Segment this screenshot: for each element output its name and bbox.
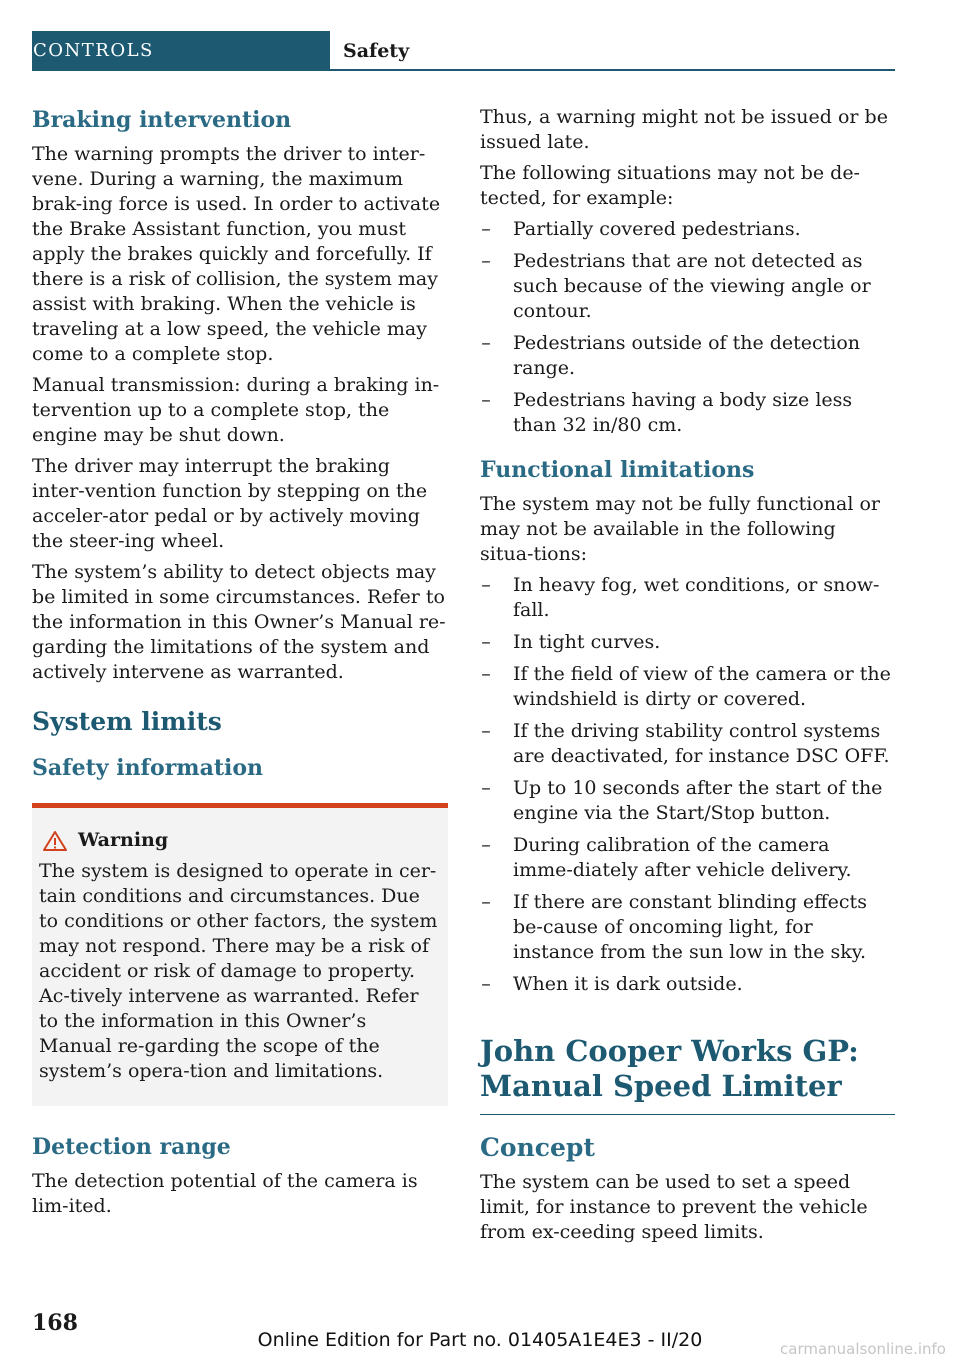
right-column <box>480 105 895 1251</box>
functional-limitations-list <box>480 573 895 997</box>
braking-paragraph-4: The system’s ability to detect objects may be limited in some circumstances. Refer to the information in this Owner’s Manual re-garding the limitations of the system and actively intervene as warranted. <box>32 561 446 683</box>
dash-marker: – <box>481 973 491 995</box>
detection-range-heading: Detection range <box>32 1134 231 1160</box>
braking-intervention-heading: Braking intervention <box>32 107 292 133</box>
dash-marker: – <box>481 631 491 653</box>
detection-range-text: The detection potential of the camera is lim-ited. <box>32 1170 418 1217</box>
functional-limitations-text: The system may not be fully functional or may not be available in the following situa-tions: <box>480 493 880 565</box>
page-title: Safety <box>343 40 410 62</box>
jcw-heading-line-1: John Cooper Works GP: <box>480 1034 859 1068</box>
right-paragraph-2: The following situations may not be de-tected, for example: <box>480 162 860 209</box>
list-item: – Partially covered pedestrians. <box>481 218 801 240</box>
warning-triangle-icon <box>42 830 68 852</box>
watermark: carmanualsonline.info <box>780 1340 946 1358</box>
braking-paragraph-3: The driver may interrupt the braking inter-vention function by stepping on the acceler-ator pedal or by actively moving the steer-ing wheel. <box>32 455 428 552</box>
list-item: – Pedestrians that are not detected as such because of the viewing angle or contour. <box>481 250 871 322</box>
warning-title: Warning <box>78 829 169 851</box>
list-item: – If there are constant blinding effects be-cause of oncoming light, for instance from the sun low in the sky. <box>481 891 867 963</box>
list-item: – Pedestrians outside of the detection range. <box>481 332 861 379</box>
system-limits-heading: System limits <box>32 707 222 736</box>
list-item: – During calibration of the camera imme-diately after vehicle delivery. <box>481 834 852 881</box>
dash-marker: – <box>481 891 491 913</box>
left-column <box>32 105 448 1225</box>
list-item: – In tight curves. <box>481 631 661 653</box>
dash-marker: – <box>481 720 491 742</box>
list-item: – Up to 10 seconds after the start of the engine via the Start/Stop button. <box>481 777 883 824</box>
header-rule <box>330 69 895 71</box>
list-item: – In heavy fog, wet conditions, or snow-fall. <box>481 574 880 621</box>
dash-marker: – <box>481 834 491 856</box>
list-item: – If the driving stability control systems are deactivated, for instance DSC OFF. <box>481 720 890 767</box>
concept-heading: Concept <box>480 1133 595 1162</box>
section-label: CONTROLS <box>32 31 330 71</box>
list-item: – When it is dark outside. <box>481 973 743 995</box>
functional-limitations-heading: Functional limitations <box>480 457 755 483</box>
concept-text: The system can be used to set a speed limit, for instance to prevent the vehicle from ex-ceeding speed limits. <box>480 1171 868 1243</box>
page-header <box>32 31 895 71</box>
undetected-situations-list <box>480 217 895 438</box>
dash-marker: – <box>481 777 491 799</box>
safety-information-heading: Safety information <box>32 755 264 781</box>
page-number: 168 <box>32 1310 78 1336</box>
braking-paragraph-1: The warning prompts the driver to inter-vene. During a warning, the maximum brak-ing force is used. In order to activate the Brake Assistant function, you must apply the brakes quickly and forcefully. If there is a risk of collision, the system may assist with braking. When the vehicle is traveling at a low speed, the vehicle may come to a complete stop. <box>32 143 441 365</box>
dash-marker: – <box>481 218 491 240</box>
dash-marker: – <box>481 389 491 411</box>
list-item: – Pedestrians having a body size less than 32 in/80 cm. <box>481 389 853 436</box>
braking-paragraph-2: Manual transmission: during a braking in-tervention up to a complete stop, the engine may be shut down. <box>32 374 440 446</box>
edition-footer: Online Edition for Part no. 01405A1E4E3 - II/20 <box>257 1329 703 1351</box>
right-paragraph-1: Thus, a warning might not be issued or be issued late. <box>480 106 888 153</box>
dash-marker: – <box>481 250 491 272</box>
dash-marker: – <box>481 663 491 685</box>
jcw-heading-rule <box>480 1114 895 1115</box>
jcw-heading-line-2: Manual Speed Limiter <box>480 1069 842 1103</box>
warning-header <box>39 828 441 853</box>
dash-marker: – <box>481 574 491 596</box>
warning-box <box>32 803 448 1106</box>
list-item: – If the field of view of the camera or the windshield is dirty or covered. <box>481 663 891 710</box>
dash-marker: – <box>481 332 491 354</box>
warning-text: The system is designed to operate in cer-tain conditions and circumstances. Due to conditions or other factors, the system may not respond. There may be a risk of accident or risk of damage to property. Ac-tively intervene as warranted. Refer to the information in this Owner’s Manual re-garding the scope of the system’s opera-tion and limitations. <box>39 860 438 1082</box>
